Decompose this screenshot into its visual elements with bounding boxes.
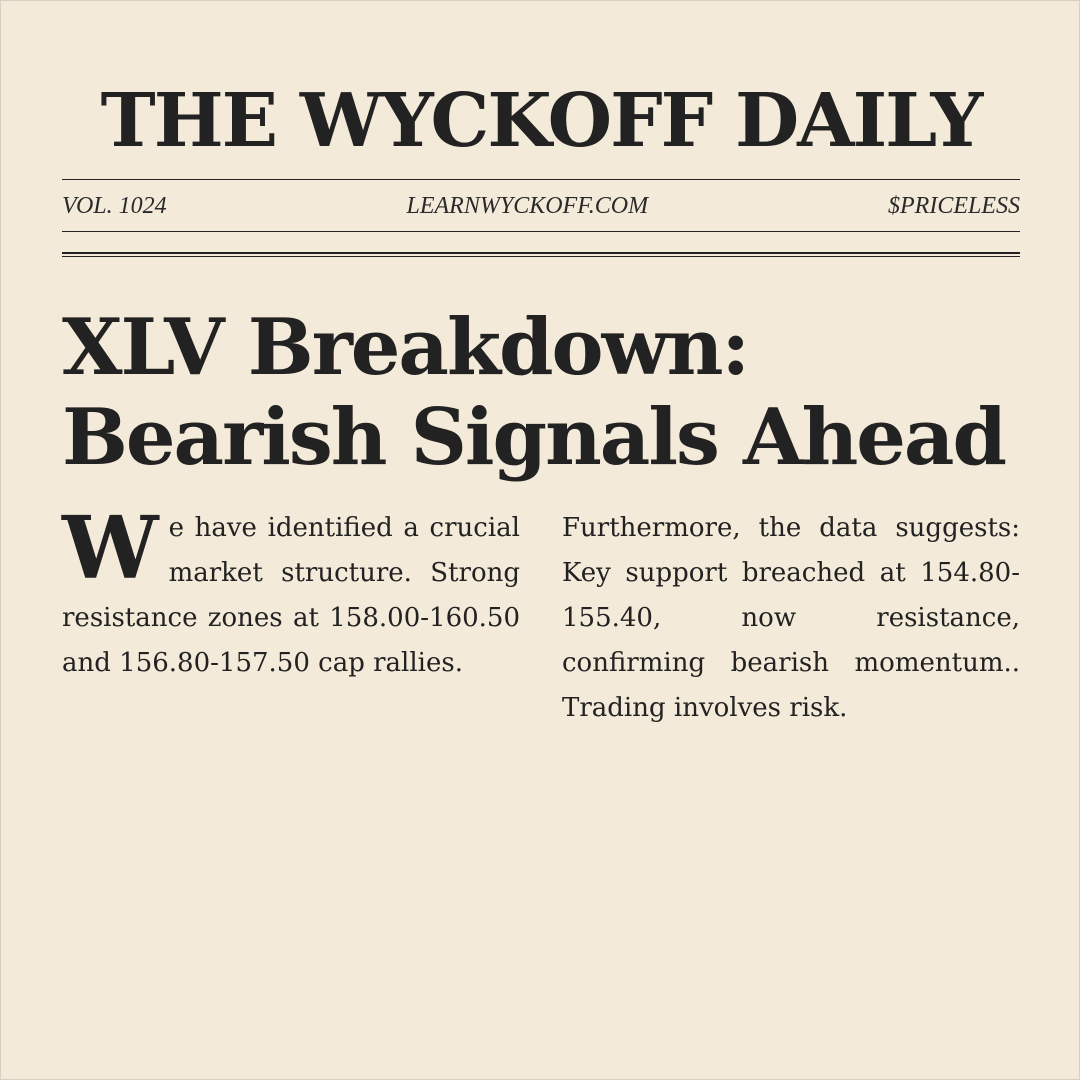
article-headline (62, 303, 1042, 483)
drop-cap: W (62, 498, 159, 599)
masthead-title: THE WYCKOFF DAILY (100, 78, 982, 164)
masthead-meta-bar (62, 189, 1020, 223)
double-rule-thin (62, 256, 1020, 257)
article-column-2 (562, 506, 1020, 731)
masthead-bottom-rule (62, 231, 1020, 232)
article-body (62, 498, 1020, 731)
price-label: $PRICELESS (888, 192, 1020, 219)
column-1-text: e have identified a crucial market structure. Strong resistance zones at 158.00-160.50 and 156.80-157.50 cap rallies. (62, 513, 520, 678)
masthead-top-rule (62, 179, 1020, 180)
column-2-text: Furthermore, the data suggests: Key support breached at 154.80-155.40, now resistance, confirming bearish momentum.. Trading involves risk. (562, 513, 1020, 723)
headline-line-2: Bearish Signals Ahead (62, 392, 1005, 483)
volume-label: VOL. 1024 (62, 192, 167, 219)
article-column-1 (62, 498, 520, 731)
double-rule-thick (62, 252, 1020, 254)
website-link[interactable]: LEARNWYCKOFF.COM (406, 192, 649, 219)
headline-line-1: XLV Breakdown: (62, 302, 749, 393)
